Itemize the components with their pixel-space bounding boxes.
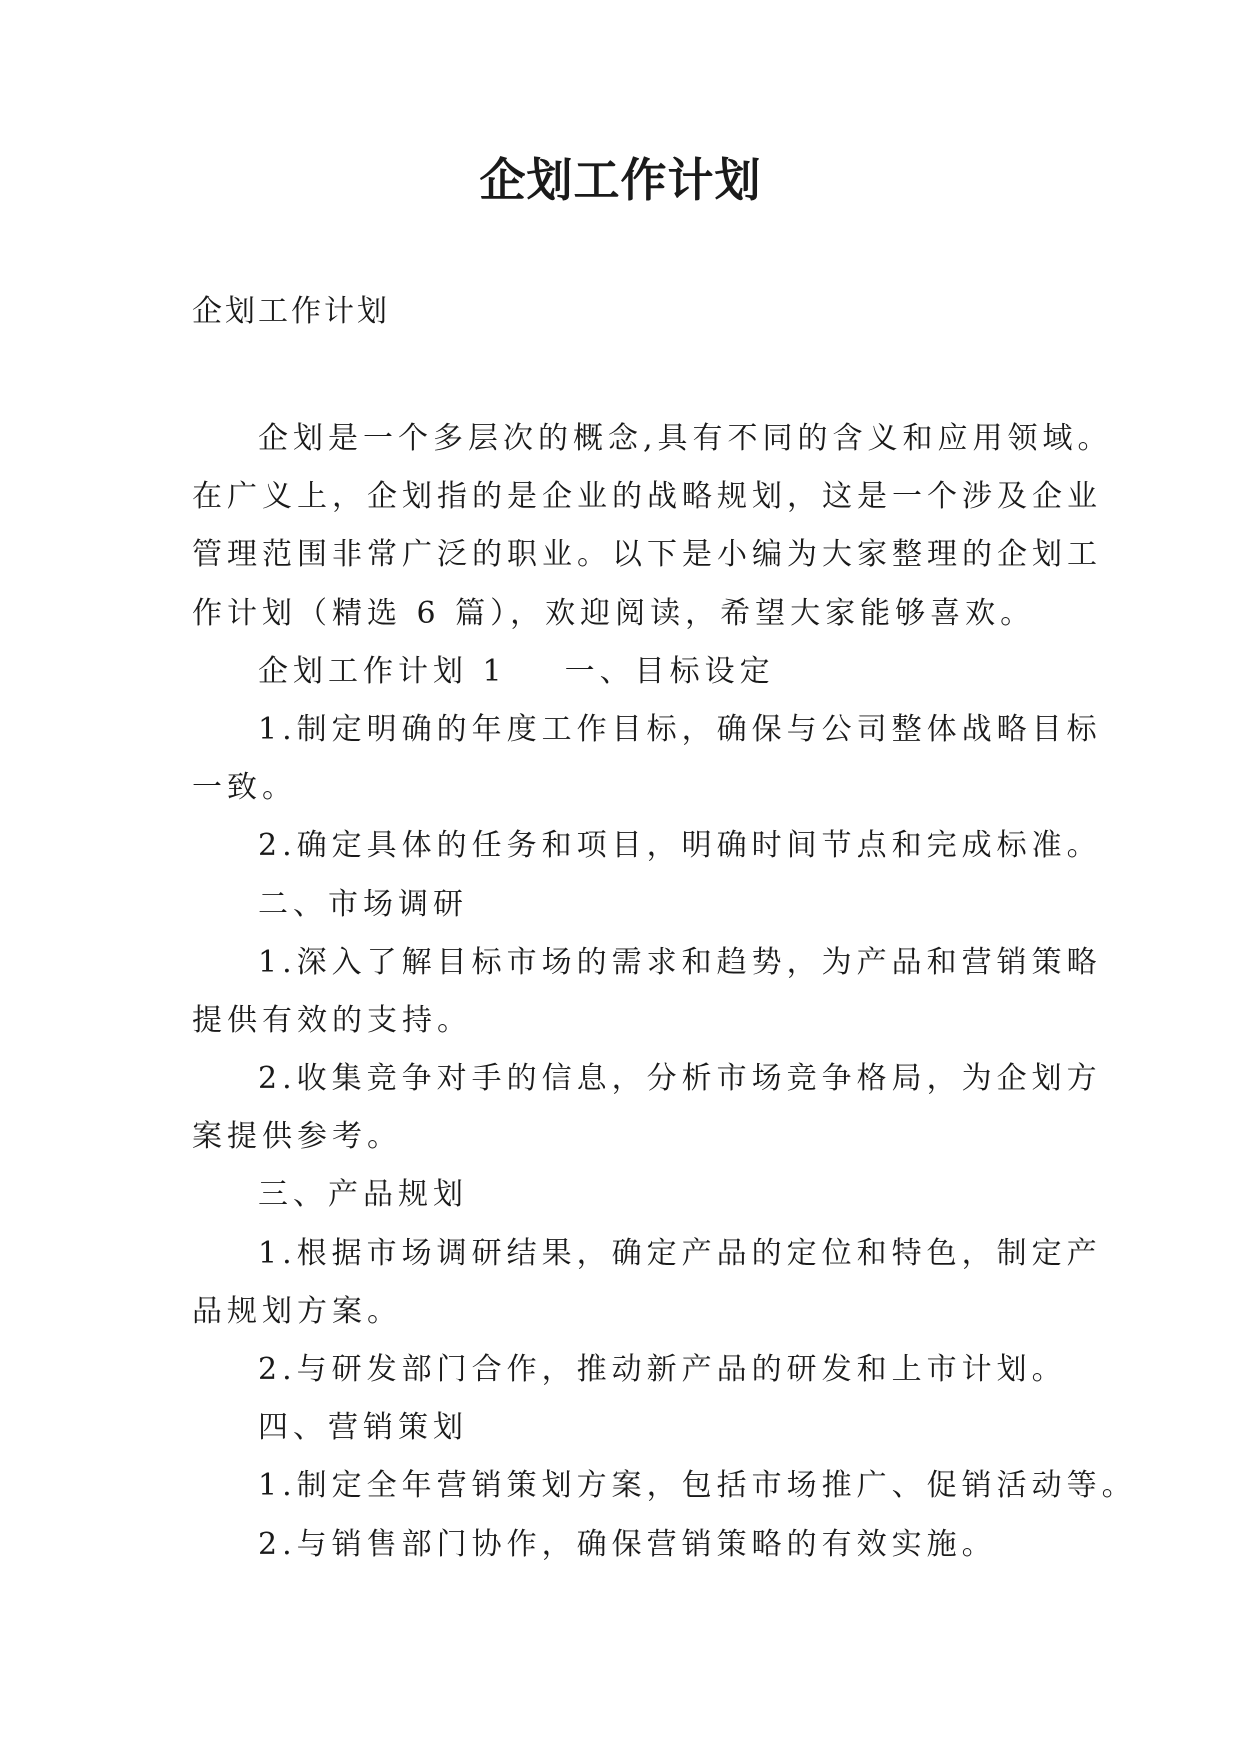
section-2-heading: 二、市场调研 — [258, 886, 468, 922]
section-1-item-1-line-1: 1.制定明确的年度工作目标，确保与公司整体战略目标 — [258, 711, 1102, 747]
section-3-item-2: 2.与研发部门合作，推动新产品的研发和上市计划。 — [258, 1352, 1067, 1387]
section-2-item-2-line-1: 2.收集竞争对手的信息，分析市场竞争格局，为企划方 — [258, 1061, 1102, 1097]
section-3-heading: 三、产品规划 — [258, 1177, 468, 1213]
plan-heading-line — [192, 643, 1058, 701]
section-3-item-1-line-1: 1.根据市场调研结果，确定产品的定位和特色，制定产 — [258, 1235, 1102, 1271]
section-1-item-1-line-2: 一致。 — [192, 770, 297, 806]
page-title: 企划工作计划 — [479, 153, 762, 207]
section-1-item-2: 2.确定具体的任务和项目，明确时间节点和完成标准。 — [258, 828, 1102, 864]
intro-line-3: 管理范围非常广泛的职业。以下是小编为大家整理的企划工 — [192, 537, 1102, 573]
section-2-item-2-line-2: 案提供参考。 — [192, 1119, 402, 1155]
plan-1-heading: 企划工作计划 1 — [258, 653, 507, 689]
intro-line-2: 在广义上，企划指的是企业的战略规划，这是一个涉及企业 — [192, 479, 1102, 515]
section-4-heading: 四、营销策划 — [258, 1410, 468, 1446]
section-4-item-1: 1.制定全年营销策划方案，包括市场推广、促销活动等。 — [258, 1468, 1137, 1504]
intro-line-4: 作计划（精选 6 篇），欢迎阅读，希望大家能够喜欢。 — [192, 595, 1036, 631]
document-subtitle: 企划工作计划 — [192, 294, 390, 329]
section-4-item-2: 2.与销售部门协作，确保营销策略的有效实施。 — [258, 1526, 997, 1562]
section-2-item-1-line-2: 提供有效的支持。 — [192, 1002, 472, 1038]
section-2-item-1-line-1: 1.深入了解目标市场的需求和趋势，为产品和营销策略 — [258, 944, 1102, 980]
document-body — [192, 410, 1137, 1574]
section-3-item-1-line-2: 品规划方案。 — [192, 1293, 402, 1329]
section-1-heading: 一、目标设定 — [564, 653, 775, 689]
intro-line-1: 企划是一个多层次的概念,具有不同的含义和应用领域。 — [258, 421, 1113, 456]
